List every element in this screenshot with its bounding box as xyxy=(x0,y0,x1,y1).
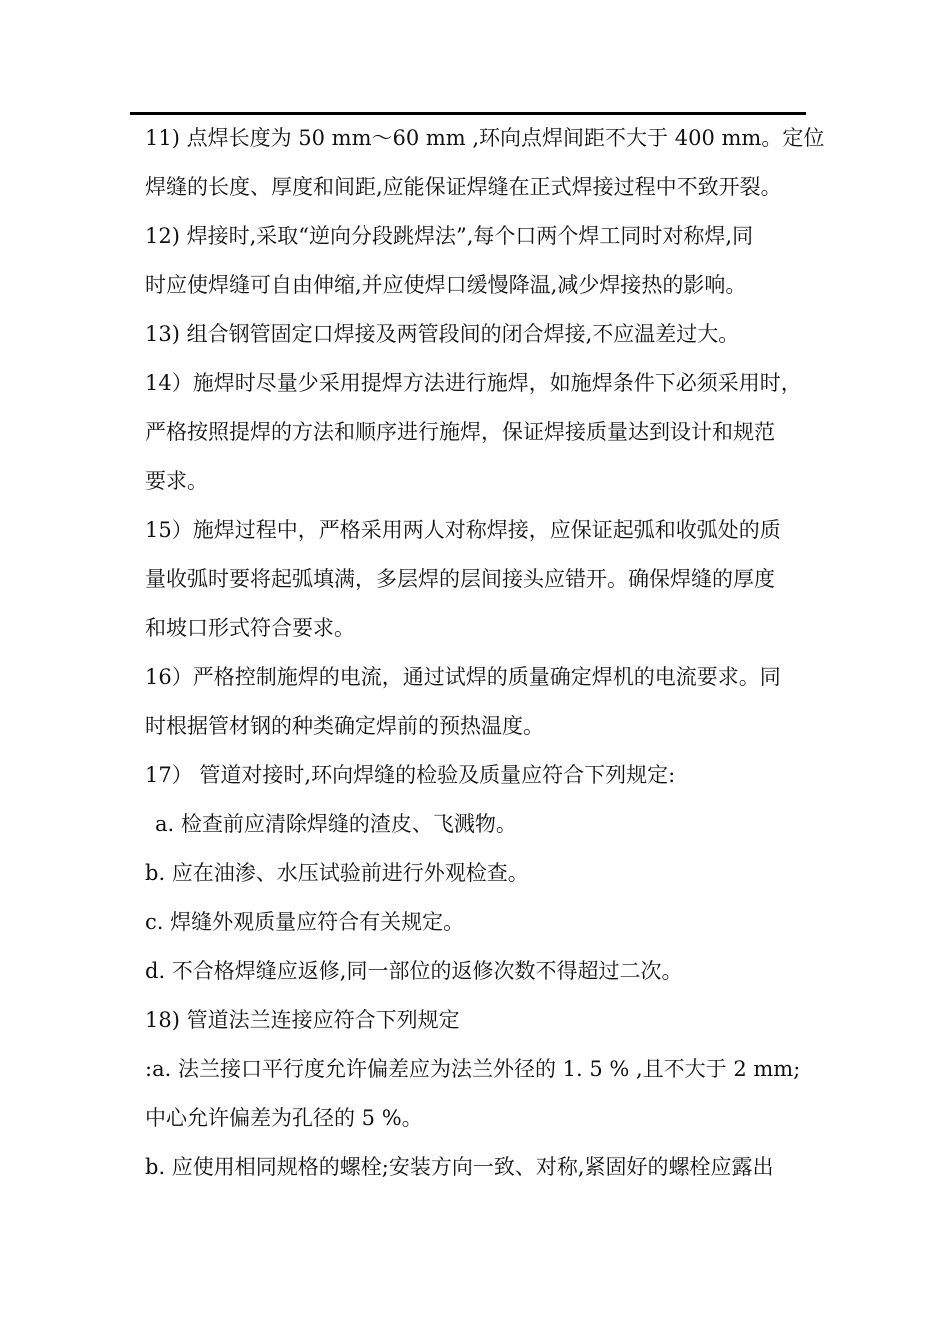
text-line: a. 检查前应清除焊缝的渣皮、飞溅物。 xyxy=(155,812,517,836)
text-line: 17） 管道对接时,环向焊缝的检验及质量应符合下列规定: xyxy=(145,763,676,787)
text-line: c. 焊缝外观质量应符合有关规定。 xyxy=(145,910,465,934)
text-line: b. 应使用相同规格的螺栓;安装方向一致、对称,紧固好的螺栓应露出 xyxy=(145,1155,774,1179)
text-line: 12) 焊接时,采取“逆向分段跳焊法”,每个口两个焊工同时对称焊,同 xyxy=(145,224,754,248)
text-line: 18) 管道法兰连接应符合下列规定 xyxy=(145,1008,460,1032)
text-line: 焊缝的长度、厚度和间距,应能保证焊缝在正式焊接过程中不致开裂。 xyxy=(145,175,782,199)
text-line: 11) 点焊长度为 50 mm～60 mm ,环向点焊间距不大于 400 mm。定位 xyxy=(145,126,825,150)
text-line: 严格按照提焊的方法和顺序进行施焊，保证焊接质量达到设计和规范 xyxy=(145,420,775,444)
text-line: 16）严格控制施焊的电流，通过试焊的质量确定焊机的电流要求。同 xyxy=(145,665,781,689)
text-line: 时应使焊缝可自由伸缩,并应使焊口缓慢降温,减少焊接热的影响。 xyxy=(145,273,747,297)
text-line: 和坡口形式符合要求。 xyxy=(145,616,355,640)
text-line: 14）施焊时尽量少采用提焊方法进行施焊，如施焊条件下必须采用时， xyxy=(145,371,802,395)
text-line: 量收弧时要将起弧填满，多层焊的层间接头应错开。确保焊缝的厚度 xyxy=(145,567,775,591)
text-line: 15）施焊过程中，严格采用两人对称焊接，应保证起弧和收弧处的质 xyxy=(145,518,781,542)
text-line: 要求。 xyxy=(145,469,208,493)
text-line: 时根据管材钢的种类确定焊前的预热温度。 xyxy=(145,714,544,738)
text-line: :a. 法兰接口平行度允许偏差应为法兰外径的 1. 5 % ,且不大于 2 mm; xyxy=(145,1057,801,1081)
text-line: 13) 组合钢管固定口焊接及两管段间的闭合焊接,不应温差过大。 xyxy=(145,322,740,346)
body-text xyxy=(145,114,825,1192)
text-line: b. 应在油渗、水压试验前进行外观检查。 xyxy=(145,861,529,885)
text-line: d. 不合格焊缝应返修,同一部位的返修次数不得超过二次。 xyxy=(145,959,683,983)
text-line: 中心允许偏差为孔径的 5 %。 xyxy=(145,1106,423,1130)
